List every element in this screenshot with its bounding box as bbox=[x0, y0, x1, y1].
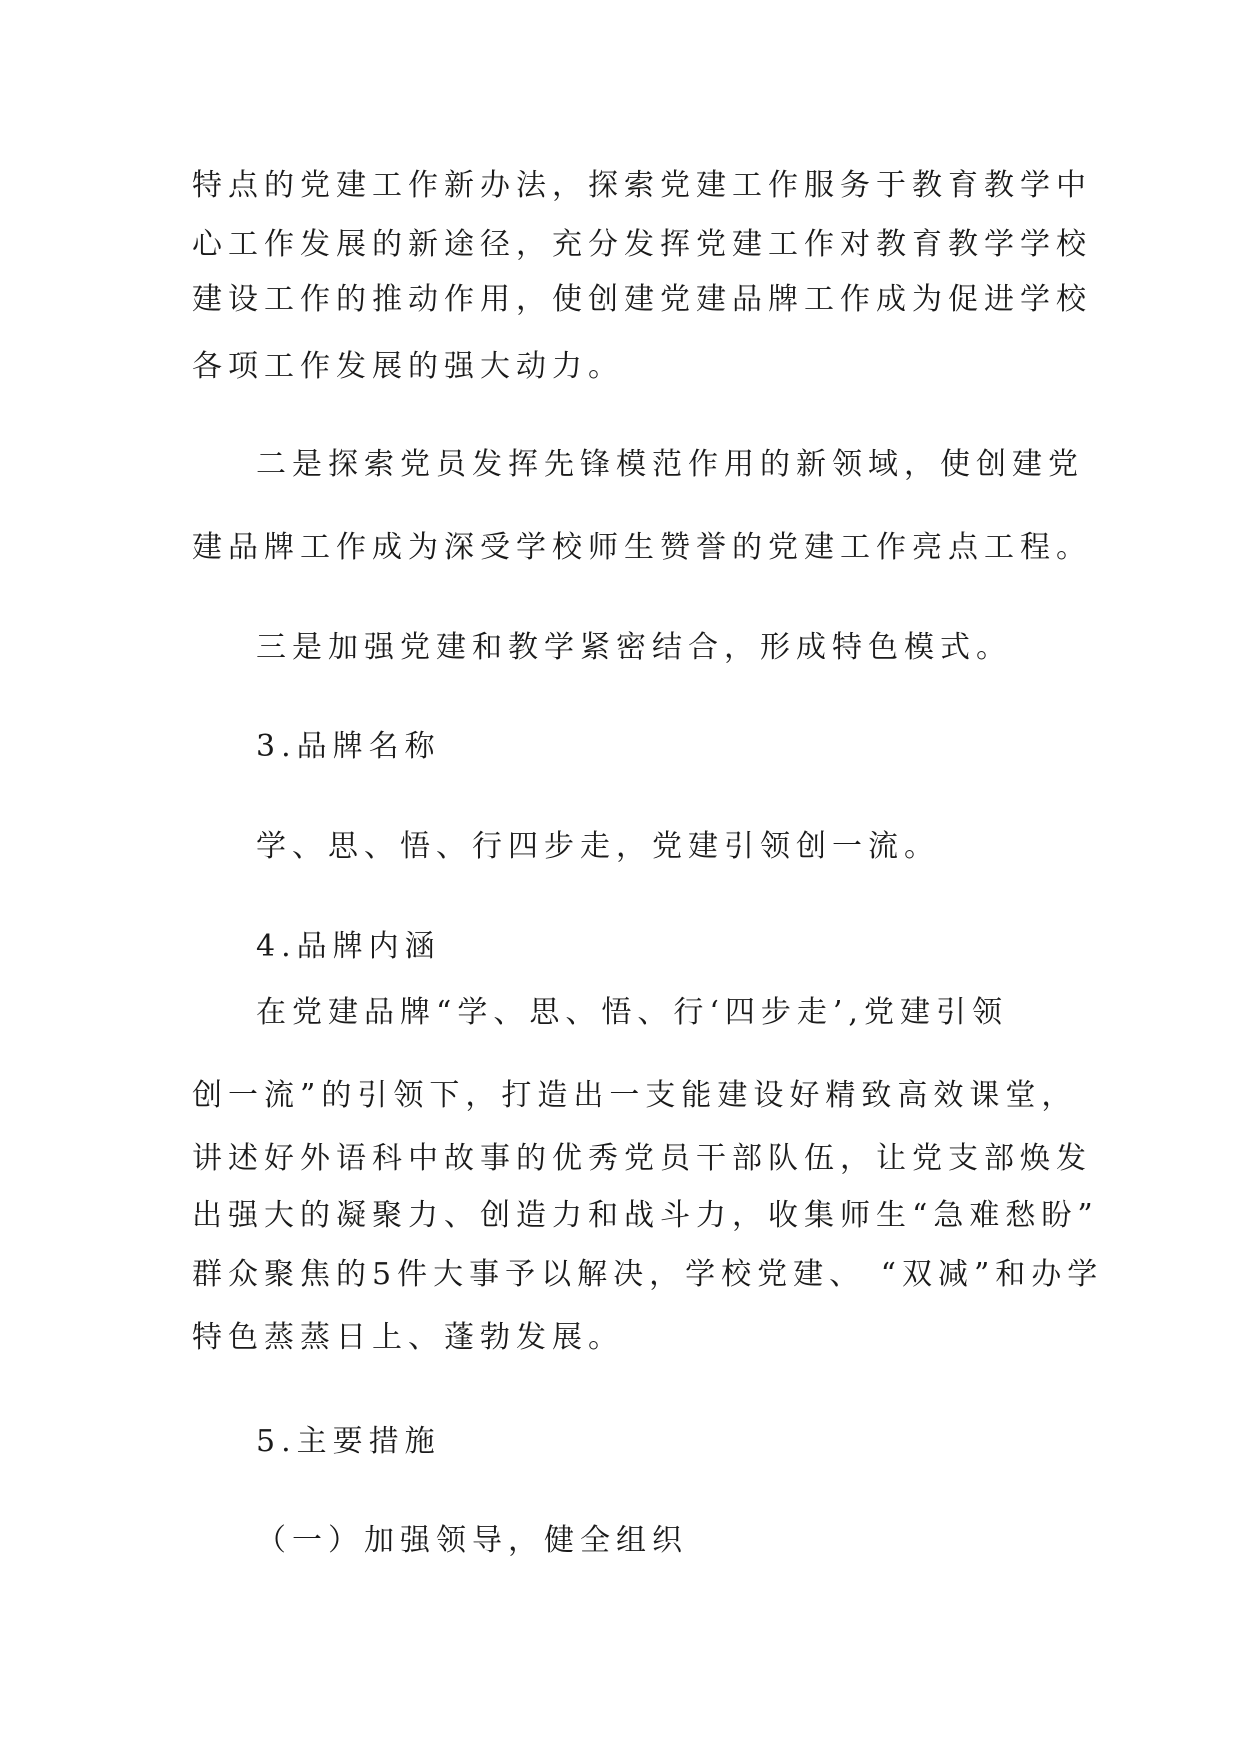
subsection-heading: （一）加强领导，健全组织 bbox=[256, 1523, 688, 1558]
paragraph-line: 特色蒸蒸日上、蓬勃发展。 bbox=[192, 1320, 624, 1355]
paragraph-line: 心工作发展的新途径，充分发挥党建工作对教育教学学校 bbox=[192, 227, 1092, 262]
paragraph-line: 特点的党建工作新办法，探索党建工作服务于教育教学中 bbox=[192, 168, 1092, 203]
section-heading: 5.主要措施 bbox=[256, 1424, 441, 1459]
paragraph-line: 出强大的凝聚力、创造力和战斗力，收集师生“急难愁盼” bbox=[192, 1198, 1099, 1233]
section-heading: 3.品牌名称 bbox=[256, 729, 441, 764]
paragraph-line: 创一流”的引领下，打造出一支能建设好精致高效课堂， bbox=[192, 1078, 1078, 1113]
paragraph-line: 三是加强党建和教学紧密结合，形成特色模式。 bbox=[256, 630, 1012, 665]
brand-name-text: 学、思、悟、行四步走，党建引领创一流。 bbox=[256, 829, 940, 864]
paragraph-line: 群众聚焦的5件大事予以解决，学校党建、 “双减”和办学 bbox=[192, 1257, 1104, 1292]
paragraph-line: 讲述好外语科中故事的优秀党员干部队伍，让党支部焕发 bbox=[192, 1141, 1092, 1176]
section-heading: 4.品牌内涵 bbox=[256, 929, 441, 964]
paragraph-line: 建设工作的推动作用，使创建党建品牌工作成为促进学校 bbox=[192, 282, 1092, 317]
paragraph-line: 二是探索党员发挥先锋模范作用的新领域，使创建党 bbox=[256, 447, 1084, 482]
paragraph-line: 在党建品牌“学、思、悟、行‘四步走’,党建引领 bbox=[256, 995, 1008, 1030]
paragraph-line: 建品牌工作成为深受学校师生赞誉的党建工作亮点工程。 bbox=[192, 530, 1092, 565]
paragraph-line: 各项工作发展的强大动力。 bbox=[192, 349, 624, 384]
